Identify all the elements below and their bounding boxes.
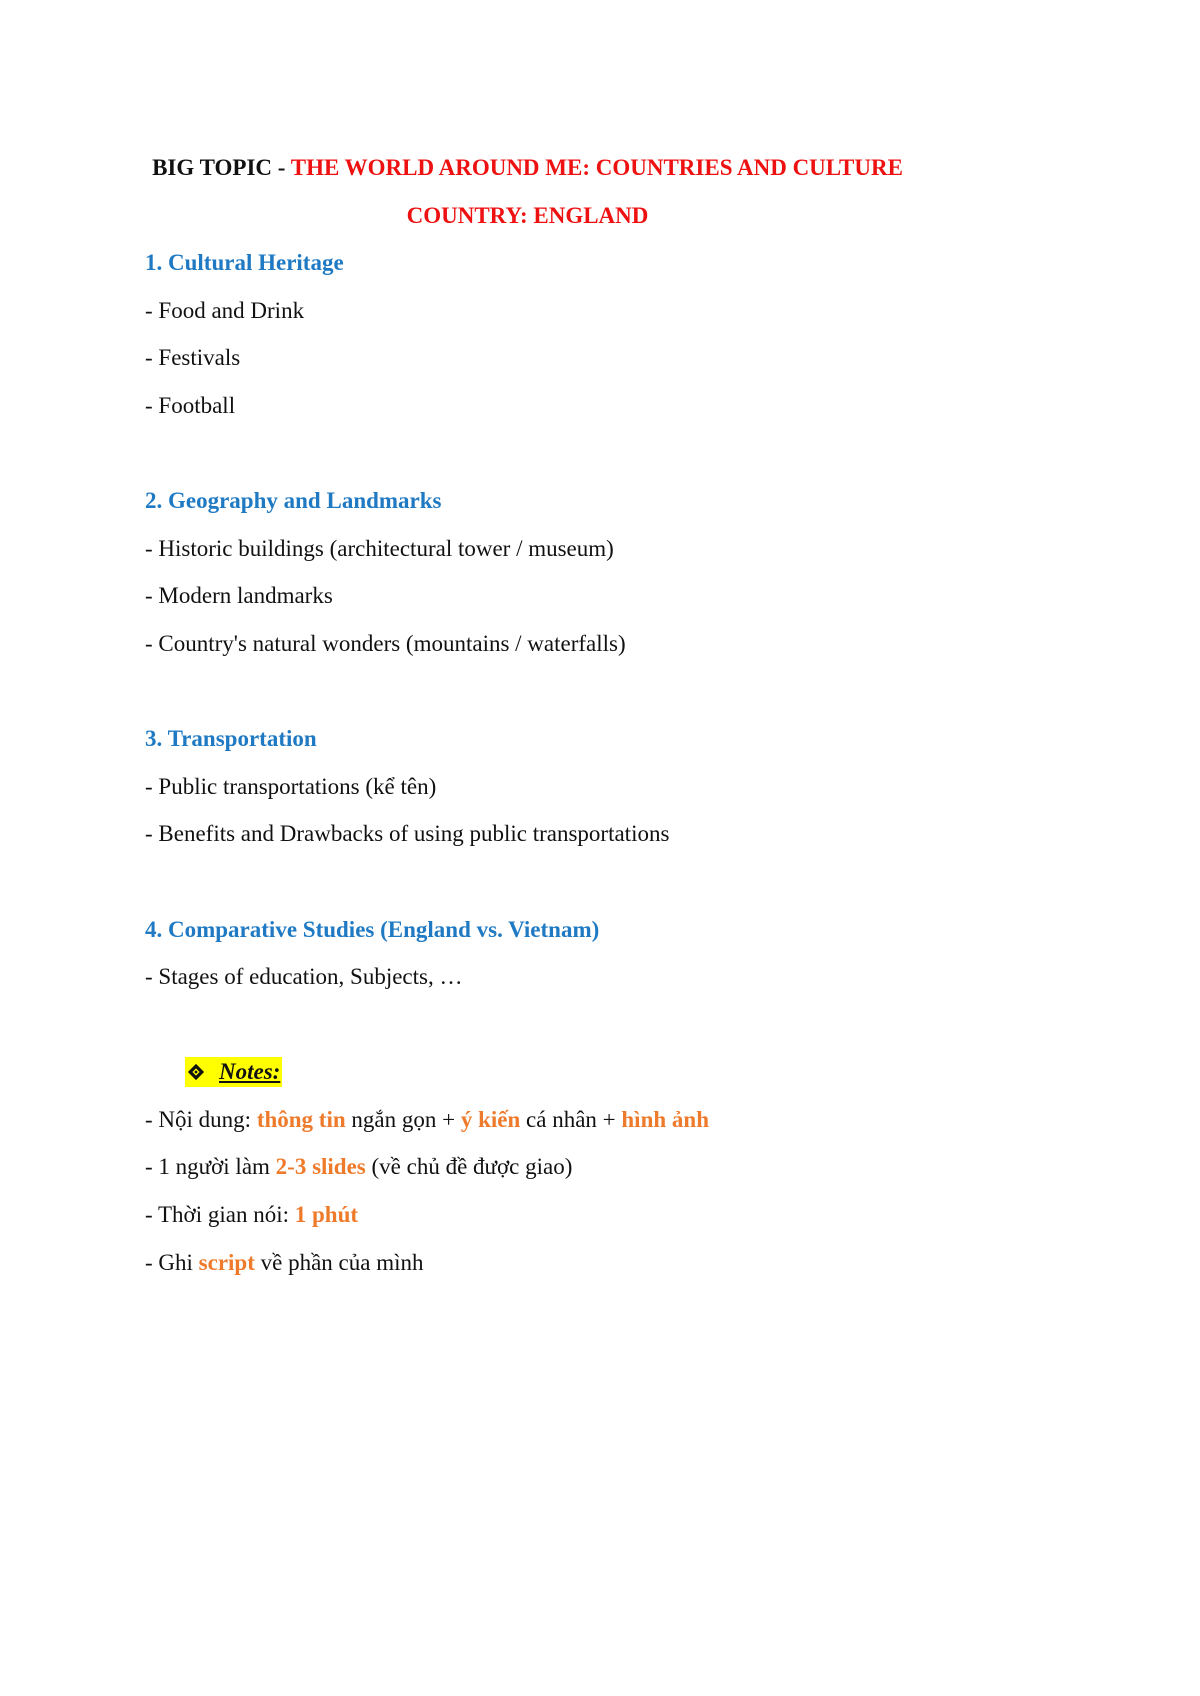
note-text: (về chủ đề được giao)	[365, 1154, 573, 1180]
list-item: - Country's natural wonders (mountains / waterfalls)	[145, 630, 626, 656]
list-item: - Modern landmarks	[145, 583, 333, 609]
note-text: - Ghi	[145, 1249, 199, 1275]
blank-line	[145, 858, 1200, 906]
list-item: - Festivals	[145, 345, 241, 371]
note-item	[145, 1239, 1200, 1287]
notes-highlight	[185, 1057, 282, 1087]
note-highlight-text: ý kiến	[460, 1106, 521, 1132]
note-text: cá nhân +	[520, 1106, 622, 1132]
note-highlight-text: 1 phút	[294, 1202, 359, 1228]
note-item	[145, 1143, 1200, 1191]
list-item: - Football	[145, 392, 236, 418]
note-highlight-text: 2-3 slides	[275, 1154, 366, 1180]
notes-label: Notes:	[219, 1059, 281, 1085]
note-highlight-text: thông tin	[256, 1106, 346, 1132]
section-heading-geography: 2. Geography and Landmarks	[145, 488, 442, 514]
blank-line	[145, 430, 1200, 478]
note-highlight-text: script	[198, 1249, 255, 1275]
list-item: - Historic buildings (architectural tower / museum)	[145, 535, 614, 561]
note-text: - Thời gian nói:	[145, 1202, 295, 1228]
big-topic-prefix: BIG TOPIC -	[152, 155, 291, 180]
note-highlight-text: hình ảnh	[621, 1106, 709, 1132]
blank-line	[145, 1001, 1200, 1049]
note-text: - Nội dung:	[145, 1106, 257, 1132]
list-item: - Food and Drink	[145, 297, 305, 323]
note-item	[145, 1096, 1200, 1144]
list-item: - Stages of education, Subjects, …	[145, 964, 463, 990]
notes-heading	[145, 1048, 1200, 1096]
note-text: - 1 người làm	[145, 1154, 276, 1180]
section-heading-transportation: 3. Transportation	[145, 726, 317, 752]
note-text: ngắn gọn +	[345, 1106, 461, 1132]
section-heading-cultural-heritage: 1. Cultural Heritage	[145, 250, 344, 276]
list-item: - Benefits and Drawbacks of using public transportations	[145, 821, 670, 847]
big-topic-name: THE WORLD AROUND ME: COUNTRIES AND CULTURE	[290, 155, 903, 180]
note-text: về phần của mình	[254, 1249, 424, 1275]
blank-line	[145, 668, 1200, 716]
list-item: - Public transportations (kể tên)	[145, 773, 437, 799]
country-title: COUNTRY: ENGLAND	[406, 202, 649, 228]
section-heading-comparative-studies: 4. Comparative Studies (England vs. Vietnam)	[145, 916, 600, 942]
note-item	[145, 1191, 1200, 1239]
big-topic-title	[0, 144, 1200, 192]
diamond-bullet-icon	[187, 1063, 205, 1081]
